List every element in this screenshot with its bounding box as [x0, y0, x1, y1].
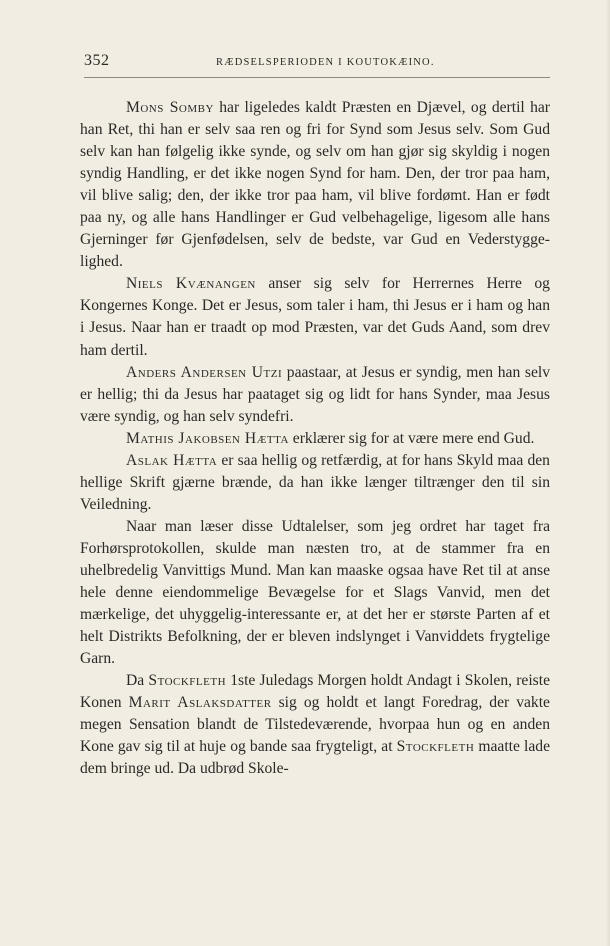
page-number: 352: [84, 52, 110, 69]
paragraph: [80, 428, 550, 450]
body-text: [80, 97, 550, 780]
paragraph-text: 1ste Juledags Morgen holdt Andagt i Skolen, reiste Konen: [80, 672, 550, 712]
paragraph: [80, 516, 550, 670]
person-name: Mathis Jakobsen Hætta: [126, 429, 289, 447]
paragraph-text: sig og holdt et langt Foredrag, der vakte megen Sensation blandt de Tilstedeværende, hvorpaa hun og en anden Kone gav sig til at huje og bande saa frygteligt, at: [80, 694, 550, 756]
paragraph-text: har ligeledes kaldt Præsten en Djævel, og dertil har han Ret, thi han er selv saa ren og fri for Synd som Jesus selv. Som Gud selv kan han følgelig ikke synde, og selv om han gjør sig skyldig i nogen syndig Handling, er det ikke nogen Synd for ham. Den, der tror paa ham, vil blive salig; den, der ikke tror paa ham, vil blive fordømt. Han er født paa ny, og alle hans Handlinger er Gud velbehagelige, ligesom alle hans Gjerninger før Gjenfødelsen, selv de bedste, var Gud en Vederstyggelighed.: [80, 99, 551, 271]
paragraph: [80, 97, 550, 273]
paragraph: [80, 362, 550, 428]
person-name: Marit Aslaksdatter: [128, 694, 272, 712]
paragraph-text: er saa hellig og retfærdig, at for hans Skyld maa den hellige Skrift gjærne brænde, da han ikke længer tiltrænger den til sin Veiledning.: [80, 451, 550, 513]
header-rule: [84, 77, 550, 78]
running-head: RÆDSELSPERIODEN I KOUTOKÆINO.: [216, 57, 435, 68]
paragraph: [80, 450, 550, 516]
person-name: Stockfleth: [148, 672, 227, 690]
page-edge-shadow: [606, 0, 610, 946]
paragraph: [80, 273, 550, 361]
person-name: Stockfleth: [396, 738, 475, 756]
paragraph-text: paastaar, at Jesus er syndig, men han selv er hellig; thi da Jesus har paataget sig og lidt for hans Synder, maa Jesus være syndig, og han selv syndefri.: [80, 363, 551, 425]
paragraph-text: Naar man læser disse Udtalelser, som jeg ordret har taget fra Forhørsprotokollen, skulde man næsten tro, at de stammer fra en uhelbredelig Vanvittigs Mund. Man kan maaske ogsaa have Ret til at anse hele denne eiendommelige Bevægelse for et Slags Vanvid, men det mærkelige, det uhyggelig-interessante er, at det her er største Parten af et helt Distrikts Befolkning, der er bleven indslynget i Vanviddets frygtelige Garn.: [80, 517, 550, 668]
paragraph-text: erklærer sig for at være mere end Gud.: [288, 429, 535, 447]
person-name: Niels Kvænangen: [126, 275, 256, 293]
page-header: [84, 52, 550, 74]
paragraph-text: maatte lade dem bringe ud. Da udbrød Skole-: [80, 738, 550, 778]
person-name: Anders Andersen Utzi: [126, 363, 283, 381]
paragraph-text: anser sig selv for Herrernes Herre og Kongernes Konge. Det er Jesus, som taler i ham, thi Jesus er i ham og han i Jesus. Naar han er traadt op mod Præsten, var det Guds Aand, som drev ham dertil.: [80, 275, 550, 359]
paragraph-text: Da: [126, 672, 149, 690]
paragraph: [80, 670, 550, 780]
person-name: Aslak Hætta: [126, 451, 218, 469]
person-name: Mons Somby: [126, 99, 214, 116]
